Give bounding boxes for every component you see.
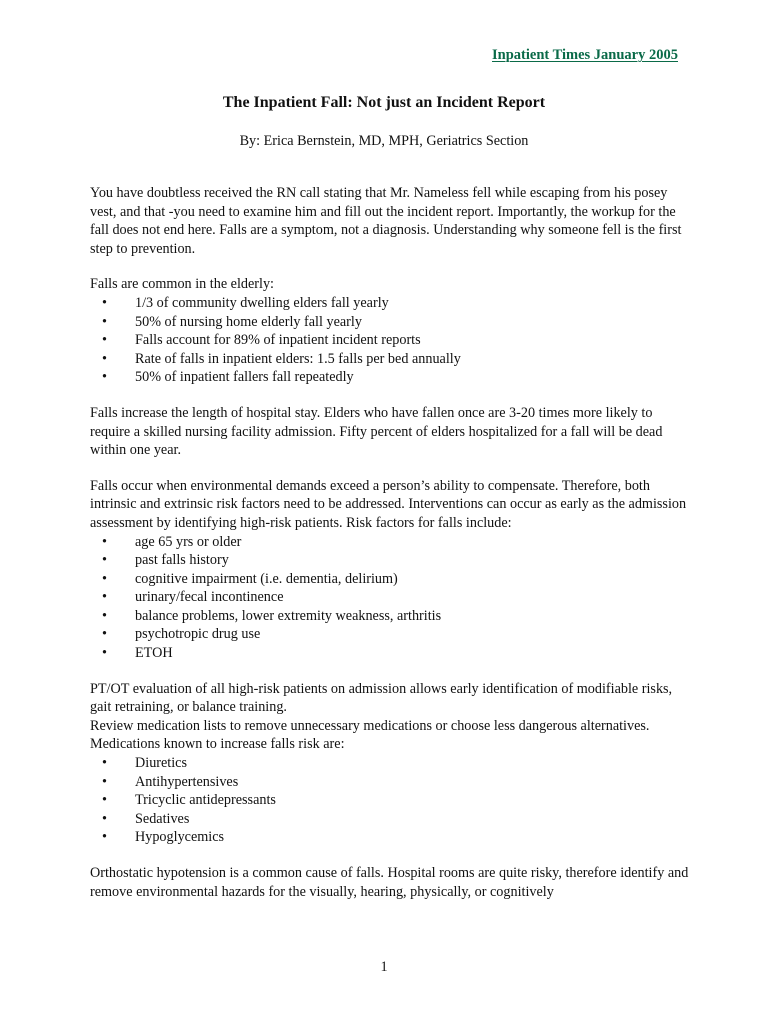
list-item: • Antihypertensives — [102, 773, 239, 790]
list-item: • urinary/fecal incontinence — [102, 589, 284, 606]
list-item: • psychotropic drug use — [102, 626, 261, 643]
bullet-icon: • — [102, 773, 107, 790]
medications-list — [90, 754, 690, 847]
bullet-icon: • — [102, 645, 107, 662]
list-item: • ETOH — [102, 645, 173, 662]
bullet-icon: • — [102, 350, 107, 367]
list-item: • Tricyclic antidepressants — [102, 792, 276, 809]
bullet-icon: • — [102, 792, 107, 809]
risk-factors-list — [90, 533, 690, 663]
list-item: • past falls history — [102, 552, 229, 569]
list-item: • 50% of nursing home elderly fall yearly — [102, 313, 362, 330]
list-item: • Hypoglycemics — [102, 829, 225, 846]
bullet-icon: • — [102, 294, 107, 311]
paragraph-ptot: PT/OT evaluation of all high-risk patients on admission allows early identification of modifiable risks, gait retraining, or balance training. — [90, 680, 673, 716]
list-item: • 1/3 of community dwelling elders fall yearly — [102, 294, 389, 311]
falls-statistics-list — [90, 294, 690, 387]
bullet-icon: • — [102, 313, 107, 330]
list-item: • age 65 yrs or older — [102, 533, 242, 550]
bullet-icon: • — [102, 552, 107, 569]
paragraph-risk-factors: Falls occur when environmental demands exceed a person’s ability to compensate. Therefore, both intrinsic and extrinsic risk factors need to be addressed. Interventions can occur as early as the admission assessment by identifying high-risk patients. Risk factors for falls include: — [90, 477, 687, 531]
list-item: • Diuretics — [102, 755, 188, 772]
author-byline: By: Erica Bernstein, MD, MPH, Geriatrics Section — [239, 133, 529, 149]
list-item: • cognitive impairment (i.e. dementia, delirium) — [102, 570, 398, 587]
paragraph-hospital-stay: Falls increase the length of hospital stay. Elders who have fallen once are 3-20 times more likely to require a skilled nursing facility admission. Fifty percent of elders hospitalized for a fall will be dead within one year. — [90, 404, 663, 459]
bullet-icon: • — [102, 332, 107, 349]
list-item: • Falls account for 89% of inpatient incident reports — [102, 332, 421, 349]
publication-header: Inpatient Times January 2005 — [492, 47, 678, 63]
bullet-icon: • — [102, 607, 107, 624]
paragraph-falls-common: Falls are common in the elderly: — [90, 276, 274, 293]
bullet-icon: • — [102, 626, 107, 643]
list-item: • Sedatives — [102, 810, 190, 827]
list-item: • balance problems, lower extremity weakness, arthritis — [102, 607, 442, 624]
bullet-icon: • — [102, 755, 107, 772]
bullet-icon: • — [102, 829, 107, 846]
bullet-icon: • — [102, 369, 107, 386]
page-number: 1 — [380, 959, 388, 975]
bullet-icon: • — [102, 533, 107, 550]
bullet-icon: • — [102, 570, 107, 587]
paragraph-intro: You have doubtless received the RN call stating that Mr. Nameless fell while escaping from his posey vest, and that -you need to examine him and fill out the incident report. Importantly, the workup for the fall does not end here. Falls are a symptom, not a diagnosis. Understanding why someone fell is the first step to prevention. — [90, 185, 682, 257]
paragraph-medications: Review medication lists to remove unnecessary medications or choose less dangerous alternatives. Medications known to increase falls risk are: — [90, 717, 650, 753]
paragraph-orthostatic: Orthostatic hypotension is a common cause of falls. Hospital rooms are quite risky, therefore identify and remove environmental hazards for the visually, hearing, physically, or cognitively — [90, 865, 689, 900]
list-item: • Rate of falls in inpatient elders: 1.5 falls per bed annually — [102, 350, 461, 367]
bullet-icon: • — [102, 810, 107, 827]
article-title: The Inpatient Fall: Not just an Incident Report — [222, 94, 546, 111]
list-item: • 50% of inpatient fallers fall repeatedly — [102, 369, 354, 386]
bullet-icon: • — [102, 589, 107, 606]
article-body — [90, 184, 690, 901]
